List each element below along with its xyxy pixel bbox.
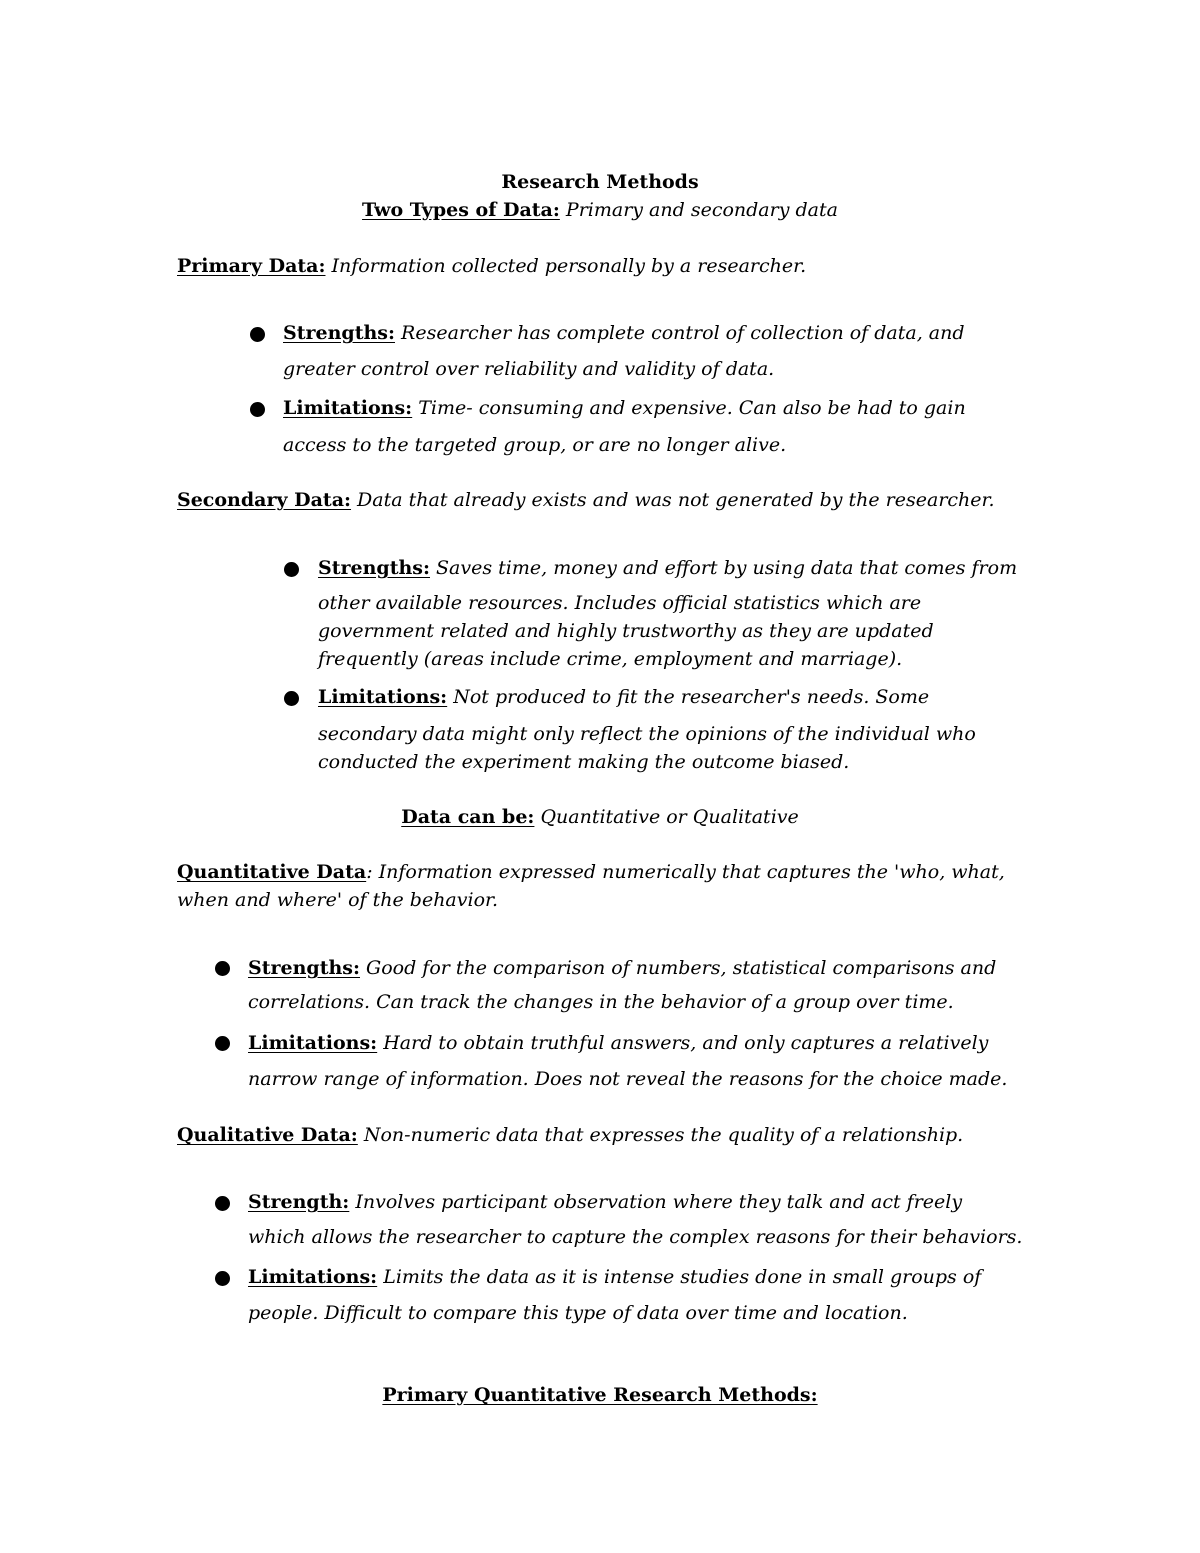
qualitative-data-line [177, 1121, 963, 1149]
secondary-strengths-line4: frequently (areas include crime, employment and marriage). [318, 648, 903, 670]
quantitative-strengths-text1: Good for the comparison of numbers, statistical comparisons and [360, 957, 997, 979]
secondary-strengths-line2: other available resources. Includes official statistics which are [318, 592, 922, 614]
primary-data-line [177, 252, 806, 280]
two-types-line [0, 196, 1200, 224]
secondary-limitations-label: Limitations: [318, 686, 448, 708]
secondary-limitations-line1 [318, 683, 929, 711]
secondary-limitations-line2: secondary data might only reflect the opinions of the individual who [318, 723, 976, 745]
primary-strengths-label: Strengths: [283, 322, 395, 344]
qualitative-limitations-text1: Limits the data as it is intense studies done in small groups of [377, 1266, 982, 1288]
bullet-icon [215, 1271, 230, 1286]
primary-limitations-text1: Time- consuming and expensive. Can also be had to gain [412, 397, 966, 419]
primary-limitations-line1 [283, 394, 966, 422]
primary-limitations-line2: access to the targeted group, or are no longer alive. [283, 434, 787, 456]
data-can-be-line [0, 803, 1200, 831]
quantitative-strengths-line1 [248, 954, 996, 982]
bullet-icon [215, 961, 230, 976]
bullet-icon [215, 1036, 230, 1051]
quantitative-limitations-label: Limitations: [248, 1032, 378, 1054]
secondary-strengths-label: Strengths: [318, 557, 430, 579]
primary-limitations-label: Limitations: [283, 397, 413, 419]
qualitative-strength-line2: which allows the researcher to capture the complex reasons for their behaviors. [248, 1226, 1023, 1248]
primary-strengths-text1: Researcher has complete control of collection of data, and [395, 322, 965, 344]
quantitative-data-text1: : Information expressed numerically that captures the 'who, what, [366, 861, 1005, 883]
two-types-text: Primary and secondary data [559, 199, 838, 221]
qualitative-strength-line1 [248, 1188, 962, 1216]
quantitative-limitations-line2: narrow range of information. Does not reveal the reasons for the choice made. [248, 1068, 1008, 1090]
primary-strengths-line1 [283, 319, 965, 347]
quantitative-data-label: Quantitative Data [177, 861, 367, 883]
bullet-icon [215, 1196, 230, 1211]
bullet-icon [250, 402, 265, 417]
quantitative-limitations-line1 [248, 1029, 988, 1057]
qualitative-limitations-line1 [248, 1263, 981, 1291]
data-can-be-label: Data can be: [401, 806, 535, 828]
qualitative-limitations-label: Limitations: [248, 1266, 378, 1288]
quantitative-data-line1 [177, 858, 1005, 886]
secondary-limitations-line3: conducted the experiment making the outcome biased. [318, 751, 850, 773]
secondary-limitations-text1: Not produced to fit the researcher's needs. Some [447, 686, 930, 708]
bullet-icon [284, 691, 299, 706]
primary-data-text: Information collected personally by a researcher. [325, 255, 807, 277]
secondary-strengths-text1: Saves time, money and effort by using data that comes from [430, 557, 1018, 579]
quantitative-strengths-line2: correlations. Can track the changes in the behavior of a group over time. [248, 991, 954, 1013]
qualitative-limitations-line2: people. Difficult to compare this type of data over time and location. [248, 1302, 908, 1324]
secondary-strengths-line1 [318, 554, 1017, 582]
secondary-data-line [177, 486, 995, 514]
qualitative-data-text: Non-numeric data that expresses the quality of a relationship. [357, 1124, 964, 1146]
primary-quantitative-methods-heading: Primary Quantitative Research Methods: [382, 1384, 818, 1406]
two-types-label: Two Types of Data: [362, 199, 560, 221]
secondary-data-label: Secondary Data: [177, 489, 352, 511]
qualitative-strength-label: Strength: [248, 1191, 350, 1213]
primary-strengths-line2: greater control over reliability and validity of data. [283, 358, 775, 380]
data-can-be-text: Quantitative or Qualitative [534, 806, 799, 828]
qualitative-strength-text1: Involves participant observation where they talk and act freely [349, 1191, 963, 1213]
bullet-icon [284, 562, 299, 577]
quantitative-data-line2: when and where' of the behavior. [177, 889, 499, 911]
document-title: Research Methods [501, 171, 699, 193]
quantitative-strengths-label: Strengths: [248, 957, 360, 979]
primary-data-label: Primary Data: [177, 255, 326, 277]
secondary-data-text: Data that already exists and was not generated by the researcher. [351, 489, 995, 511]
qualitative-data-label: Qualitative Data: [177, 1124, 358, 1146]
secondary-strengths-line3: government related and highly trustworthy as they are updated [318, 620, 934, 642]
bullet-icon [250, 327, 265, 342]
quantitative-limitations-text1: Hard to obtain truthful answers, and only captures a relatively [377, 1032, 989, 1054]
